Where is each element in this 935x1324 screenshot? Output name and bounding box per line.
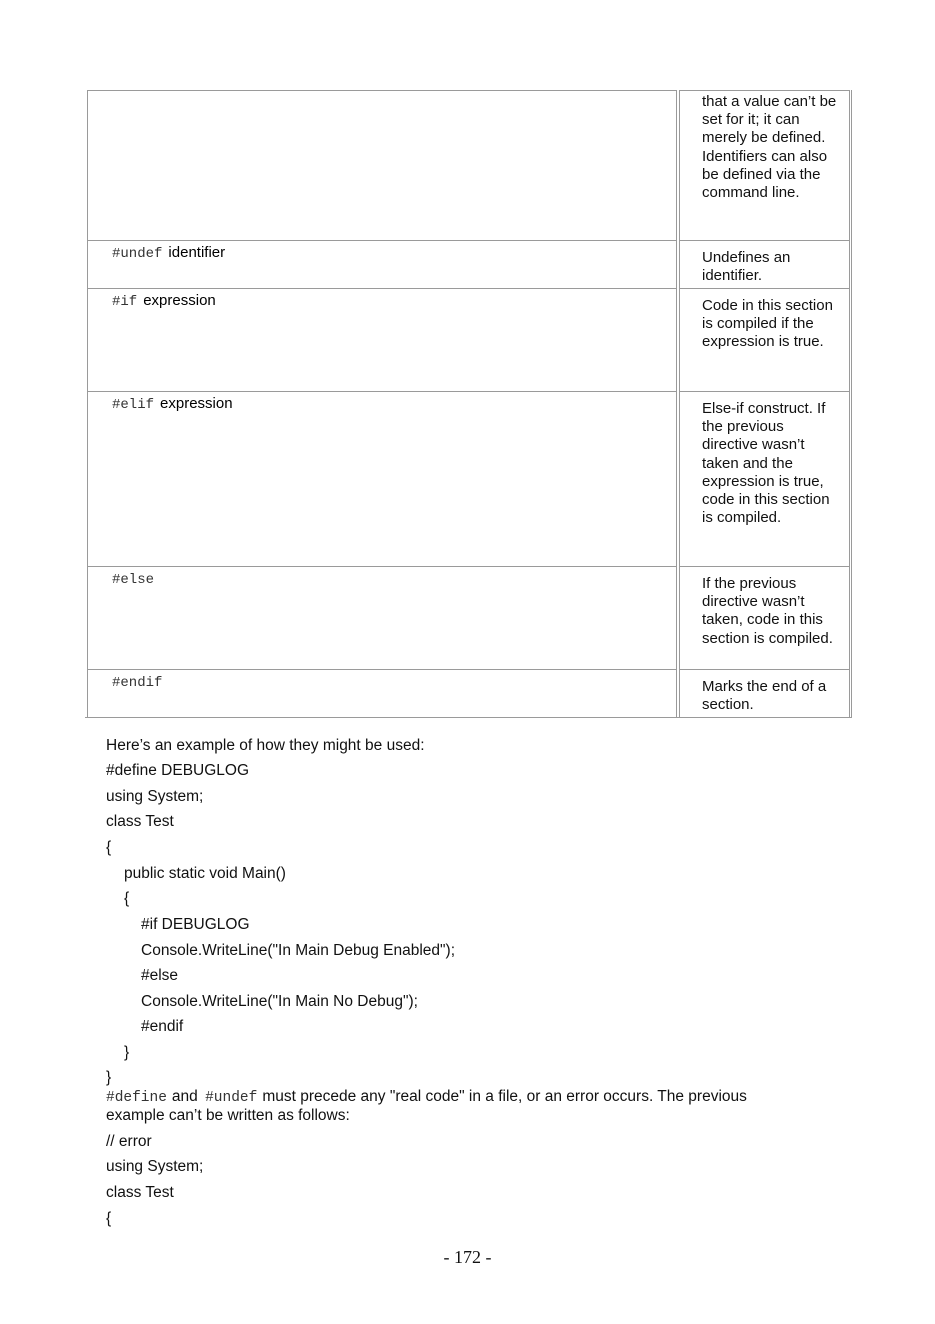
directive-code: #endif <box>112 675 163 691</box>
description-text: that a value can’t be set for it; it can merely be defined. Identifiers can also be defined via the command line. <box>702 93 837 202</box>
directive-arg: expression <box>143 292 216 309</box>
description-cell <box>679 566 850 669</box>
code-line: { <box>106 839 112 856</box>
code-line: Console.WriteLine("In Main No Debug"); <box>141 993 418 1010</box>
code-line: class Test <box>106 813 174 830</box>
inline-code-define: #define <box>106 1090 167 1106</box>
description-cell <box>679 288 850 391</box>
note-and: and <box>171 1088 198 1105</box>
page-number: - 172 - <box>443 1247 492 1267</box>
note-paragraph <box>106 1088 796 1125</box>
code-line: } <box>106 1069 112 1086</box>
directive-cell <box>87 669 677 717</box>
directive-arg: identifier <box>168 244 226 261</box>
description-cell <box>679 90 850 240</box>
description-cell <box>679 391 850 566</box>
note-rest: must precede any "real code" in a file, or an error occurs. The previous example can’t be written as follows: <box>106 1088 747 1124</box>
intro-text: Here’s an example of how they might be used: <box>106 737 425 754</box>
code-line: #define DEBUGLOG <box>106 762 250 779</box>
directive-cell <box>87 391 677 566</box>
code-line: { <box>124 890 130 907</box>
code-line: } <box>124 1044 130 1061</box>
directive-code: #elif <box>112 397 155 413</box>
description-text: Marks the end of a section. <box>702 678 827 714</box>
code-line: // error <box>106 1133 152 1150</box>
code-line: public static void Main() <box>124 865 286 882</box>
description-text: Undefines an identifier. <box>702 249 791 285</box>
directive-text <box>112 244 225 263</box>
code-line: #if DEBUGLOG <box>141 916 250 933</box>
directive-text <box>112 395 233 414</box>
directive-arg: expression <box>160 395 233 412</box>
directive-text <box>112 292 216 311</box>
directive-cell <box>87 90 677 240</box>
directive-code: #if <box>112 294 138 310</box>
directive-cell <box>87 566 677 669</box>
directive-text <box>112 570 160 589</box>
code-line: #else <box>141 967 179 984</box>
code-line: #endif <box>141 1018 184 1035</box>
description-cell <box>679 240 850 288</box>
directive-cell <box>87 288 677 391</box>
directive-code: #else <box>112 572 155 588</box>
code-line: Console.WriteLine("In Main Debug Enabled"); <box>141 942 455 959</box>
code-line: using System; <box>106 788 204 805</box>
directive-cell <box>87 240 677 288</box>
description-text: Code in this section is compiled if the expression is true. <box>702 297 833 351</box>
directives-table <box>85 90 852 718</box>
code-line: { <box>106 1210 112 1227</box>
code-line: class Test <box>106 1184 174 1201</box>
directive-code: #undef <box>112 246 163 262</box>
code-line: using System; <box>106 1158 204 1175</box>
directive-text <box>112 673 168 692</box>
inline-code-undef: #undef <box>205 1090 258 1106</box>
description-text: Else-if construct. If the previous directive wasn’t taken and the expression is true, code in this section is compiled. <box>702 400 830 527</box>
description-cell <box>679 669 850 717</box>
description-text: If the previous directive wasn’t taken, code in this section is compiled. <box>702 575 833 647</box>
